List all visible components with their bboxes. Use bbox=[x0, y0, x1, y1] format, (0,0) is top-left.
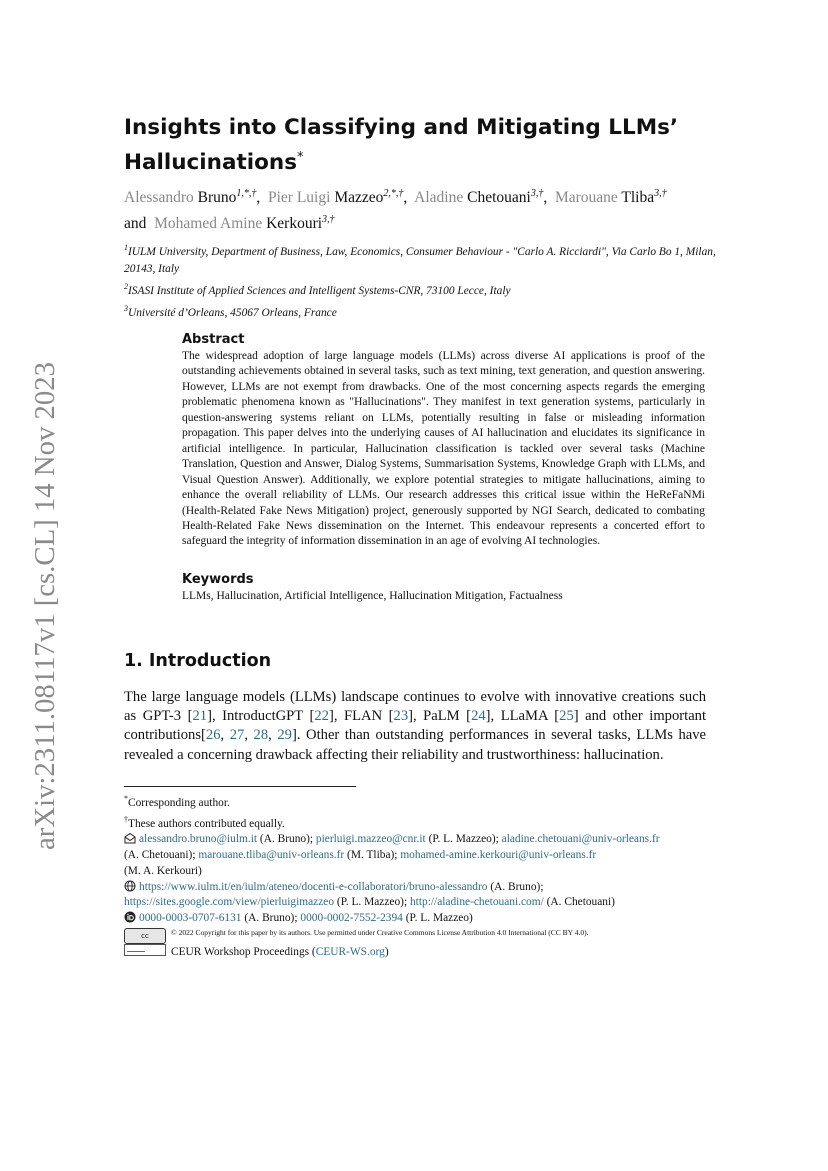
author-last-name: Bruno bbox=[197, 189, 237, 207]
website-link[interactable]: http://aladine-chetouani.com/ bbox=[409, 896, 544, 909]
citation-link[interactable]: 22 bbox=[314, 708, 329, 725]
envelope-icon bbox=[124, 832, 136, 844]
footnote-websites bbox=[124, 880, 724, 912]
author-sup: 3,† bbox=[322, 214, 335, 226]
author-first-name: Alessandro bbox=[124, 189, 194, 207]
author-sup: 3,† bbox=[654, 188, 667, 199]
affiliation-text: IULM University, Department of Business, Law, Economics, Consumer Behaviour - "Carlo A. Ricciardi", Via Carlo Bo 1, Milan, 20143, Italy bbox=[124, 245, 716, 275]
citation-separator: , bbox=[268, 727, 278, 744]
author bbox=[414, 189, 543, 206]
orcid-icon bbox=[124, 911, 136, 923]
copyright-text: © 2022 Copyright for this paper by its authors. Use permitted under Creative Commons License Attribution 4.0 International (CC BY 4.0). bbox=[171, 927, 589, 937]
author-last-name: Kerkouri bbox=[266, 215, 323, 233]
website-link[interactable]: https://sites.google.com/view/pierluigimazzeo bbox=[124, 896, 335, 909]
email-link[interactable]: marouane.tliba@univ-orleans.fr bbox=[198, 848, 345, 861]
affiliation-text: ISASI Institute of Applied Sciences and Intelligent Systems-CNR, 73100 Lecce, Italy bbox=[128, 284, 511, 297]
citation-link[interactable]: 29 bbox=[277, 727, 292, 744]
website-link[interactable]: https://www.iulm.it/en/iulm/ateneo/docenti-e-collaboratori/bruno-alessandro bbox=[139, 880, 488, 893]
author bbox=[154, 215, 334, 232]
affiliation bbox=[124, 279, 724, 300]
citation-link[interactable]: 28 bbox=[253, 727, 269, 744]
orcid-link[interactable]: 0000-0002-7552-2394 bbox=[300, 912, 403, 925]
intro-text: ] and other important contributions[ bbox=[124, 708, 707, 744]
title-footnote-mark: * bbox=[297, 150, 304, 165]
affiliation-sup: 1 bbox=[124, 243, 128, 252]
intro-text: The large language models (LLMs) landscape continues to evolve with innovative creations such as GPT-3 [ bbox=[124, 689, 706, 725]
affiliation bbox=[124, 240, 724, 277]
email-owner: (P. L. Mazzeo); bbox=[425, 833, 502, 846]
citation-separator: , bbox=[244, 727, 254, 744]
author-first-name: Mohamed Amine bbox=[154, 215, 263, 233]
paper-title bbox=[124, 113, 724, 178]
citation-separator: , bbox=[220, 727, 230, 744]
orcid-link[interactable]: 0000-0003-0707-6131 bbox=[139, 912, 242, 925]
orcid-owner: (P. L. Mazzeo) bbox=[402, 912, 473, 925]
footnote-mark: * bbox=[124, 794, 128, 803]
ceur-text: CEUR Workshop Proceedings ( bbox=[171, 945, 316, 958]
orcid-owner: (A. Bruno); bbox=[241, 912, 301, 925]
citation-link[interactable]: 27 bbox=[229, 727, 245, 744]
email-link[interactable]: aladine.chetouani@univ-orleans.fr bbox=[501, 833, 660, 846]
citation-link[interactable]: 26 bbox=[205, 727, 221, 744]
author-sup: 3,† bbox=[530, 188, 544, 199]
email-link[interactable]: alessandro.bruno@iulm.it bbox=[139, 833, 258, 846]
intro-text: ], LLaMA [ bbox=[485, 708, 560, 725]
website-owner: (A. Chetouani) bbox=[543, 896, 615, 909]
copyright-line bbox=[124, 927, 724, 944]
ceur-logo bbox=[124, 944, 166, 956]
footnote-mark: † bbox=[124, 814, 128, 824]
email-link[interactable]: mohamed-amine.kerkouri@univ-orleans.fr bbox=[400, 848, 597, 861]
keywords-heading: Keywords bbox=[182, 572, 254, 587]
introduction-paragraph bbox=[124, 688, 706, 765]
website-owner: (A. Bruno); bbox=[487, 880, 544, 893]
citation-link[interactable]: 21 bbox=[192, 708, 208, 725]
citation-link[interactable]: 24 bbox=[471, 708, 486, 725]
footnote-divider bbox=[124, 786, 356, 787]
ceur-link[interactable]: CEUR-WS.org bbox=[315, 945, 385, 958]
intro-text: ], PaLM [ bbox=[408, 708, 472, 725]
email-owner: (A. Chetouani); bbox=[124, 848, 199, 861]
abstract-heading: Abstract bbox=[182, 332, 245, 347]
author-first-name: Pier Luigi bbox=[268, 189, 331, 207]
affiliations bbox=[124, 240, 724, 323]
author-sup: 1,*,† bbox=[236, 188, 257, 199]
section-heading-introduction: 1. Introduction bbox=[124, 651, 272, 671]
abstract-text: The widespread adoption of large language models (LLMs) across diverse AI applications is proof of the outstanding achievements obtained in several tasks, such as text mining, text generation, and question answering. However, LLMs are not exempt from drawbacks. One of the most concerning aspects regards the emerging problematic phenomena known as "Hallucinations". They manifest in text generation systems, particularly in question-answering systems reliant on LLMs, potentially resulting in false or misleading information propagation. This paper delves into the underlying causes of AI hallucination and elucidates its significance in artificial intelligence. In particular, Hallucination classification is tackled over several tasks (Machine Translation, Question and Answer, Dialog Systems, Summarisation Systems, Knowledge Graph with LLMs, and Visual Question Answer). Additionally, we explore potential strategies to mitigate hallucinations, aiming to enhance the overall reliability of LLMs. Our research addresses this critical issue within the HeReFaNMi (Health-Related Fake News Mitigation) project, generously supported by NGI Search, dedicated to combating Health-Related Fake News dissemination on the Internet. This endeavour represents a concerted effort to safeguard the integrity of information dissemination in an age of evolving AI technologies. bbox=[182, 350, 705, 548]
email-link[interactable]: pierluigi.mazzeo@cnr.it bbox=[315, 833, 426, 846]
footnotes bbox=[124, 791, 724, 961]
affiliation-sup: 2 bbox=[124, 281, 128, 291]
email-owner: (M. A. Kerkouri) bbox=[124, 864, 202, 877]
author bbox=[555, 189, 667, 206]
ceur-text-end: ) bbox=[384, 945, 389, 958]
author bbox=[268, 189, 403, 206]
intro-text: ], FLAN [ bbox=[328, 708, 394, 725]
footnote-emails bbox=[124, 832, 724, 879]
affiliation-text: Université d’Orleans, 45067 Orleans, France bbox=[128, 306, 337, 319]
author bbox=[124, 189, 256, 206]
title-line-1: Insights into Classifying and Mitigating LLMs’ bbox=[124, 115, 679, 140]
author-last-name: Chetouani bbox=[467, 189, 531, 207]
footnote-corresponding bbox=[124, 791, 724, 812]
authors-and: and bbox=[124, 215, 147, 233]
intro-text: ]. Other than outstanding performances in several tasks, LLMs have revealed a concerning drawback affecting their reliability and trustworthiness: hallucination. bbox=[124, 727, 707, 763]
globe-icon bbox=[124, 880, 136, 892]
website-owner: (P. L. Mazzeo); bbox=[334, 896, 410, 909]
footnote-text: These authors contributed equally. bbox=[128, 817, 285, 830]
author-first-name: Aladine bbox=[414, 189, 464, 207]
author-sup: 2,*,† bbox=[383, 188, 404, 199]
affiliation-sup: 3 bbox=[124, 303, 128, 313]
footnote-text: Corresponding author. bbox=[128, 796, 230, 809]
title-line-2: Hallucinations bbox=[124, 150, 297, 176]
cc-license-badge: cc bbox=[124, 928, 166, 944]
email-owner: (M. Tliba); bbox=[344, 848, 401, 861]
footnote-equal bbox=[124, 812, 724, 833]
author-list: Alessandro Bruno$^{1,*,\dagger}$, Pier Luigi Mazzeo$^{2,*,\dagger}$, Aladine Chetouani$^{3,\dagger}$, Marouane Tliba$^{3,\dagger}$ and Mohamed Amine Kerkouri$^{3,\dagger}$ bbox=[124, 188, 667, 233]
ceur-line bbox=[124, 944, 724, 961]
intro-text: ], IntroductGPT [ bbox=[207, 708, 315, 725]
footnote-orcids bbox=[124, 911, 724, 927]
author-last-name: Tliba bbox=[621, 189, 655, 207]
arxiv-id-text: arXiv:2311.08117v1 [cs.CL] 14 Nov 2023 bbox=[30, 374, 61, 850]
arxiv-identifier bbox=[8, 360, 68, 850]
citation-link[interactable]: 23 bbox=[393, 708, 409, 725]
keywords-text: LLMs, Hallucination, Artificial Intelligence, Hallucination Mitigation, Factualness bbox=[182, 590, 563, 602]
author-last-name: Mazzeo bbox=[334, 189, 384, 207]
email-owner: (A. Bruno); bbox=[257, 833, 316, 846]
citation-link[interactable]: 25 bbox=[559, 708, 574, 725]
affiliation bbox=[124, 301, 724, 322]
author-first-name: Marouane bbox=[554, 189, 618, 207]
